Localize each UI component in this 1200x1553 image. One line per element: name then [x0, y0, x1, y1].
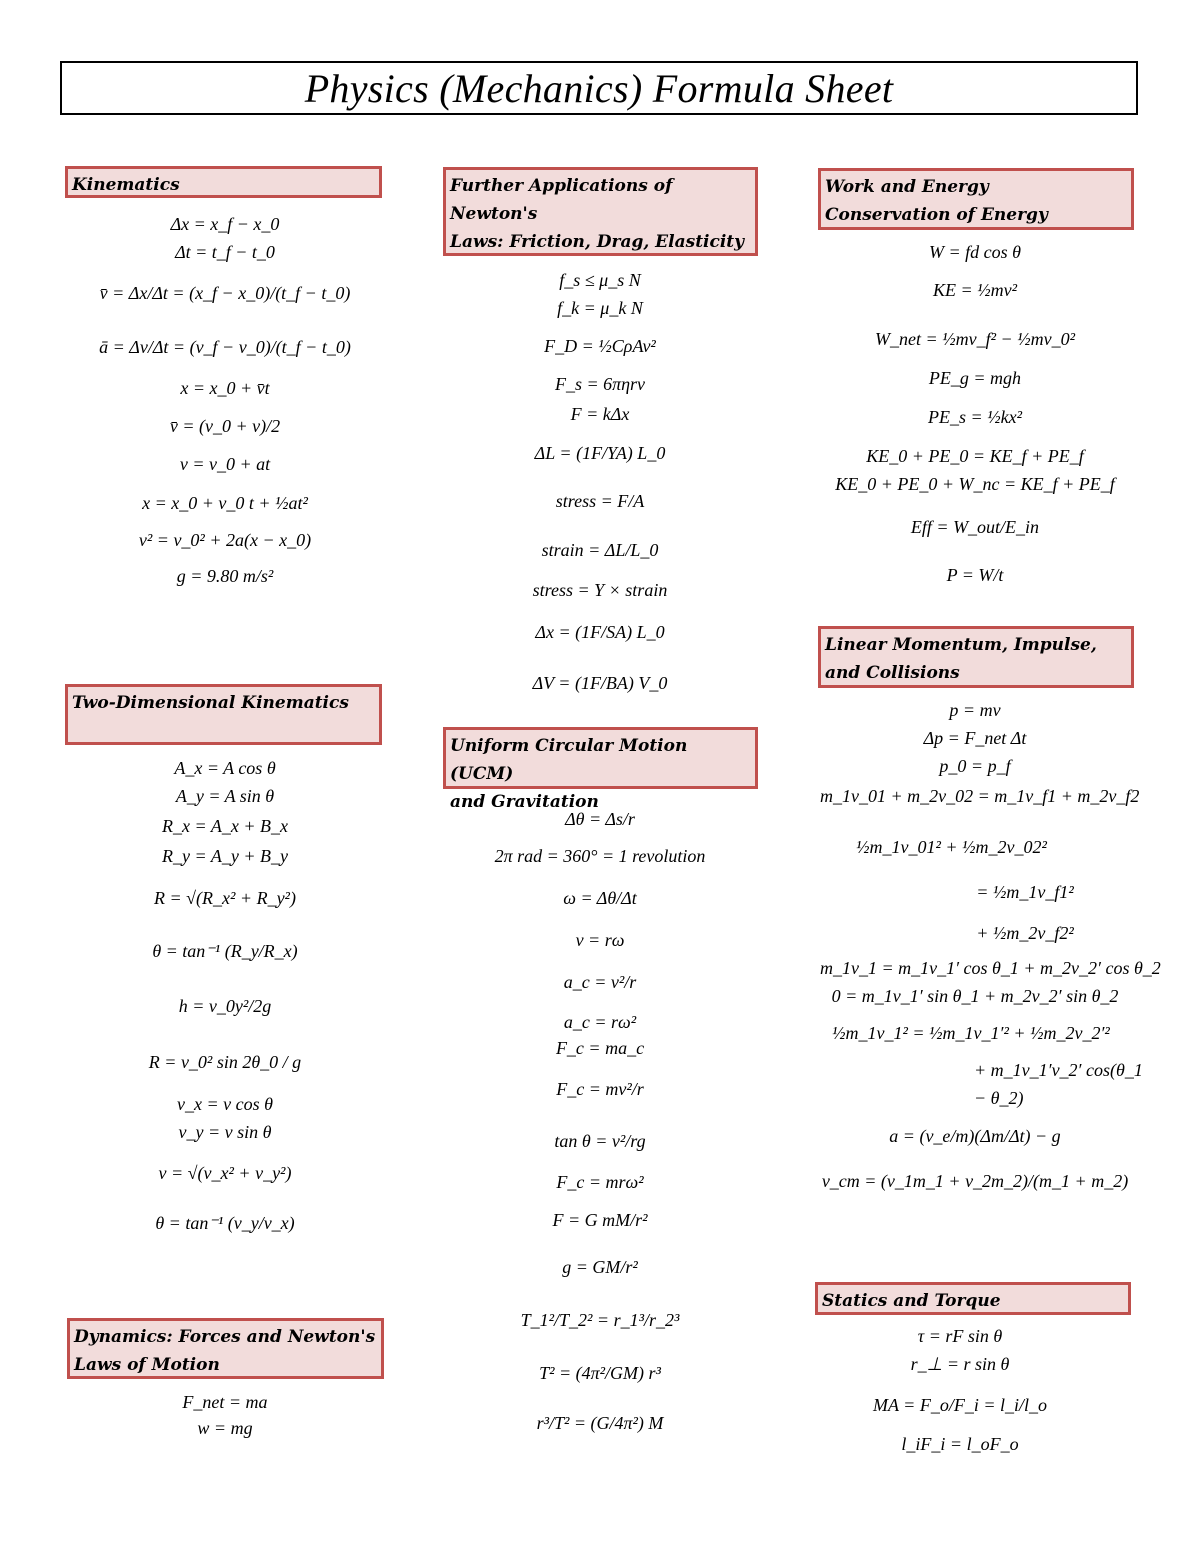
equation: a_c = rω²: [563, 1012, 637, 1032]
equation: A_y = A sin θ: [175, 786, 275, 806]
equation: ā = Δv/Δt = (v_f − v_0)/(t_f − t_0): [99, 337, 351, 357]
equation: ½m_1v_1² = ½m_1v_1′² + ½m_2v_2′²: [832, 1023, 1110, 1043]
page-title: Physics (Mechanics) Formula Sheet: [304, 65, 894, 111]
section-header-two-dimensional-kinematics: Two-Dimensional Kinematics: [65, 684, 382, 745]
equation: f_k = μ_k N: [557, 298, 643, 318]
equation: v_x = v cos θ: [177, 1094, 273, 1114]
equation: W = fd cos θ: [929, 242, 1021, 262]
equation: 2π rad = 360° = 1 revolution: [494, 846, 706, 866]
section-header-work-energy: Work and Energy Conservation of Energy: [818, 168, 1134, 230]
equation: l_iF_i = l_oF_o: [901, 1434, 1019, 1454]
equation: r³/T² = (G/4π²) M: [536, 1413, 664, 1433]
equation: f_s ≤ μ_s N: [559, 270, 641, 290]
equation: F_c = ma_c: [555, 1038, 645, 1058]
equation: PE_g = mgh: [928, 368, 1022, 388]
equation: w = mg: [197, 1418, 253, 1438]
equation: ½m_1v_01² + ½m_2v_02²: [856, 837, 1047, 857]
equation: h = v_0y²/2g: [178, 996, 272, 1016]
equation: Δp = F_net Δt: [923, 728, 1027, 748]
equation: KE_0 + PE_0 + W_nc = KE_f + PE_f: [835, 474, 1115, 494]
equation: T² = (4π²/GM) r³: [539, 1363, 661, 1383]
section-header-statics-torque: Statics and Torque: [815, 1282, 1131, 1315]
equation: Δt = t_f − t_0: [175, 242, 275, 262]
equation: p = mv: [949, 700, 1001, 720]
equation: g = GM/r²: [562, 1257, 638, 1277]
equation: m_1v_01 + m_2v_02 = m_1v_f1 + m_2v_f2: [820, 786, 1140, 806]
ucm-equations: [455, 796, 745, 1448]
equation: r_⊥ = r sin θ: [910, 1354, 1010, 1374]
equation: v̄ = (v_0 + v)/2: [169, 416, 281, 436]
equation: Δθ = Δs/r: [565, 809, 635, 829]
equation: p_0 = p_f: [939, 756, 1011, 776]
equation: − θ_2): [974, 1088, 1024, 1108]
equation: R = v_0² sin 2θ_0 / g: [148, 1052, 302, 1072]
equation: MA = F_o/F_i = l_i/l_o: [873, 1395, 1047, 1415]
equation: R_y = A_y + B_y: [162, 846, 288, 866]
equation: v̄ = Δx/Δt = (x_f − x_0)/(t_f − t_0): [99, 283, 351, 303]
equation: F = G mM/r²: [552, 1210, 648, 1230]
equation: v² = v_0² + 2a(x − x_0): [138, 530, 312, 550]
equation: a_c = v²/r: [563, 972, 637, 992]
equation: ω = Δθ/Δt: [563, 888, 637, 908]
equation: R_x = A_x + B_x: [162, 816, 288, 836]
equation: v_y = v sin θ: [178, 1122, 272, 1142]
equation: ΔL = (1F/YA) L_0: [534, 443, 666, 463]
further-applications-equations: [465, 266, 735, 708]
equation: τ = rF sin θ: [917, 1326, 1003, 1346]
equation: Δx = x_f − x_0: [170, 214, 280, 234]
work-energy-equations: [830, 238, 1120, 598]
equation: g = 9.80 m/s²: [176, 566, 274, 586]
equation: + m_1v_1′v_2′ cos(θ_1: [974, 1060, 1143, 1080]
kinematics-equations: [90, 210, 360, 596]
equation: F_net = ma: [182, 1392, 268, 1412]
equation: KE = ½mv²: [932, 280, 1018, 300]
equation: tan θ = v²/rg: [554, 1131, 646, 1151]
equation: x = x_0 + v_0 t + ½at²: [142, 493, 308, 513]
section-header-kinematics: Kinematics: [65, 166, 382, 198]
equation: F = kΔx: [570, 404, 630, 424]
equation: ΔV = (1F/BA) V_0: [532, 673, 668, 693]
equation: a = (v_e/m)(Δm/Δt) − g: [889, 1126, 1061, 1146]
equation: R = √(R_x² + R_y²): [154, 888, 296, 908]
equation: P = W/t: [946, 565, 1004, 585]
section-header-dynamics: Dynamics: Forces and Newton's Laws of Motion: [67, 1318, 384, 1379]
equation: stress = Y × strain: [532, 580, 668, 600]
equation: v = rω: [575, 930, 625, 950]
section-header-further-applications: Further Applications of Newton's Laws: Friction, Drag, Elasticity: [443, 167, 758, 256]
equation: W_net = ½mv_f² − ½mv_0²: [874, 329, 1076, 349]
equation: x = x_0 + v̄t: [180, 378, 270, 398]
equation: θ = tan⁻¹ (v_y/v_x): [155, 1213, 295, 1233]
equation: F_c = mv²/r: [556, 1079, 644, 1099]
equation: Δx = (1F/SA) L_0: [535, 622, 665, 642]
section-header-ucm: Uniform Circular Motion (UCM) and Gravitation: [443, 727, 758, 789]
two-dimensional-equations: [90, 754, 360, 1248]
equation: A_x = A cos θ: [174, 758, 276, 778]
equation: KE_0 + PE_0 = KE_f + PE_f: [866, 446, 1084, 466]
dynamics-equations: [90, 1388, 360, 1442]
title-box: [60, 61, 1138, 115]
equation: Eff = W_out/E_in: [910, 517, 1040, 537]
equation: stress = F/A: [555, 491, 645, 511]
equation: F_c = mrω²: [556, 1172, 644, 1192]
equation: T_1²/T_2² = r_1³/r_2³: [520, 1310, 680, 1330]
equation: strain = ΔL/L_0: [541, 540, 659, 560]
equation: v_cm = (v_1m_1 + v_2m_2)/(m_1 + m_2): [821, 1171, 1129, 1191]
equation: 0 = m_1v_1′ sin θ_1 + m_2v_2′ sin θ_2: [831, 986, 1119, 1006]
statics-torque-equations: [830, 1322, 1090, 1460]
equation: F_s = 6πηrv: [554, 374, 646, 394]
equation: + ½m_2v_f2²: [976, 923, 1074, 943]
equation: PE_s = ½kx²: [927, 407, 1023, 427]
equation: v = v_0 + at: [179, 454, 271, 474]
equation: θ = tan⁻¹ (R_y/R_x): [152, 941, 298, 961]
equation: F_D = ½CρAv²: [544, 336, 656, 356]
equation: = ½m_1v_f1²: [976, 882, 1074, 902]
equation: m_1v_1 = m_1v_1′ cos θ_1 + m_2v_2′ cos θ_2: [820, 958, 1161, 978]
momentum-equations: [820, 696, 1161, 1204]
equation: v = √(v_x² + v_y²): [158, 1163, 292, 1183]
section-header-linear-momentum: Linear Momentum, Impulse, and Collisions: [818, 626, 1134, 688]
